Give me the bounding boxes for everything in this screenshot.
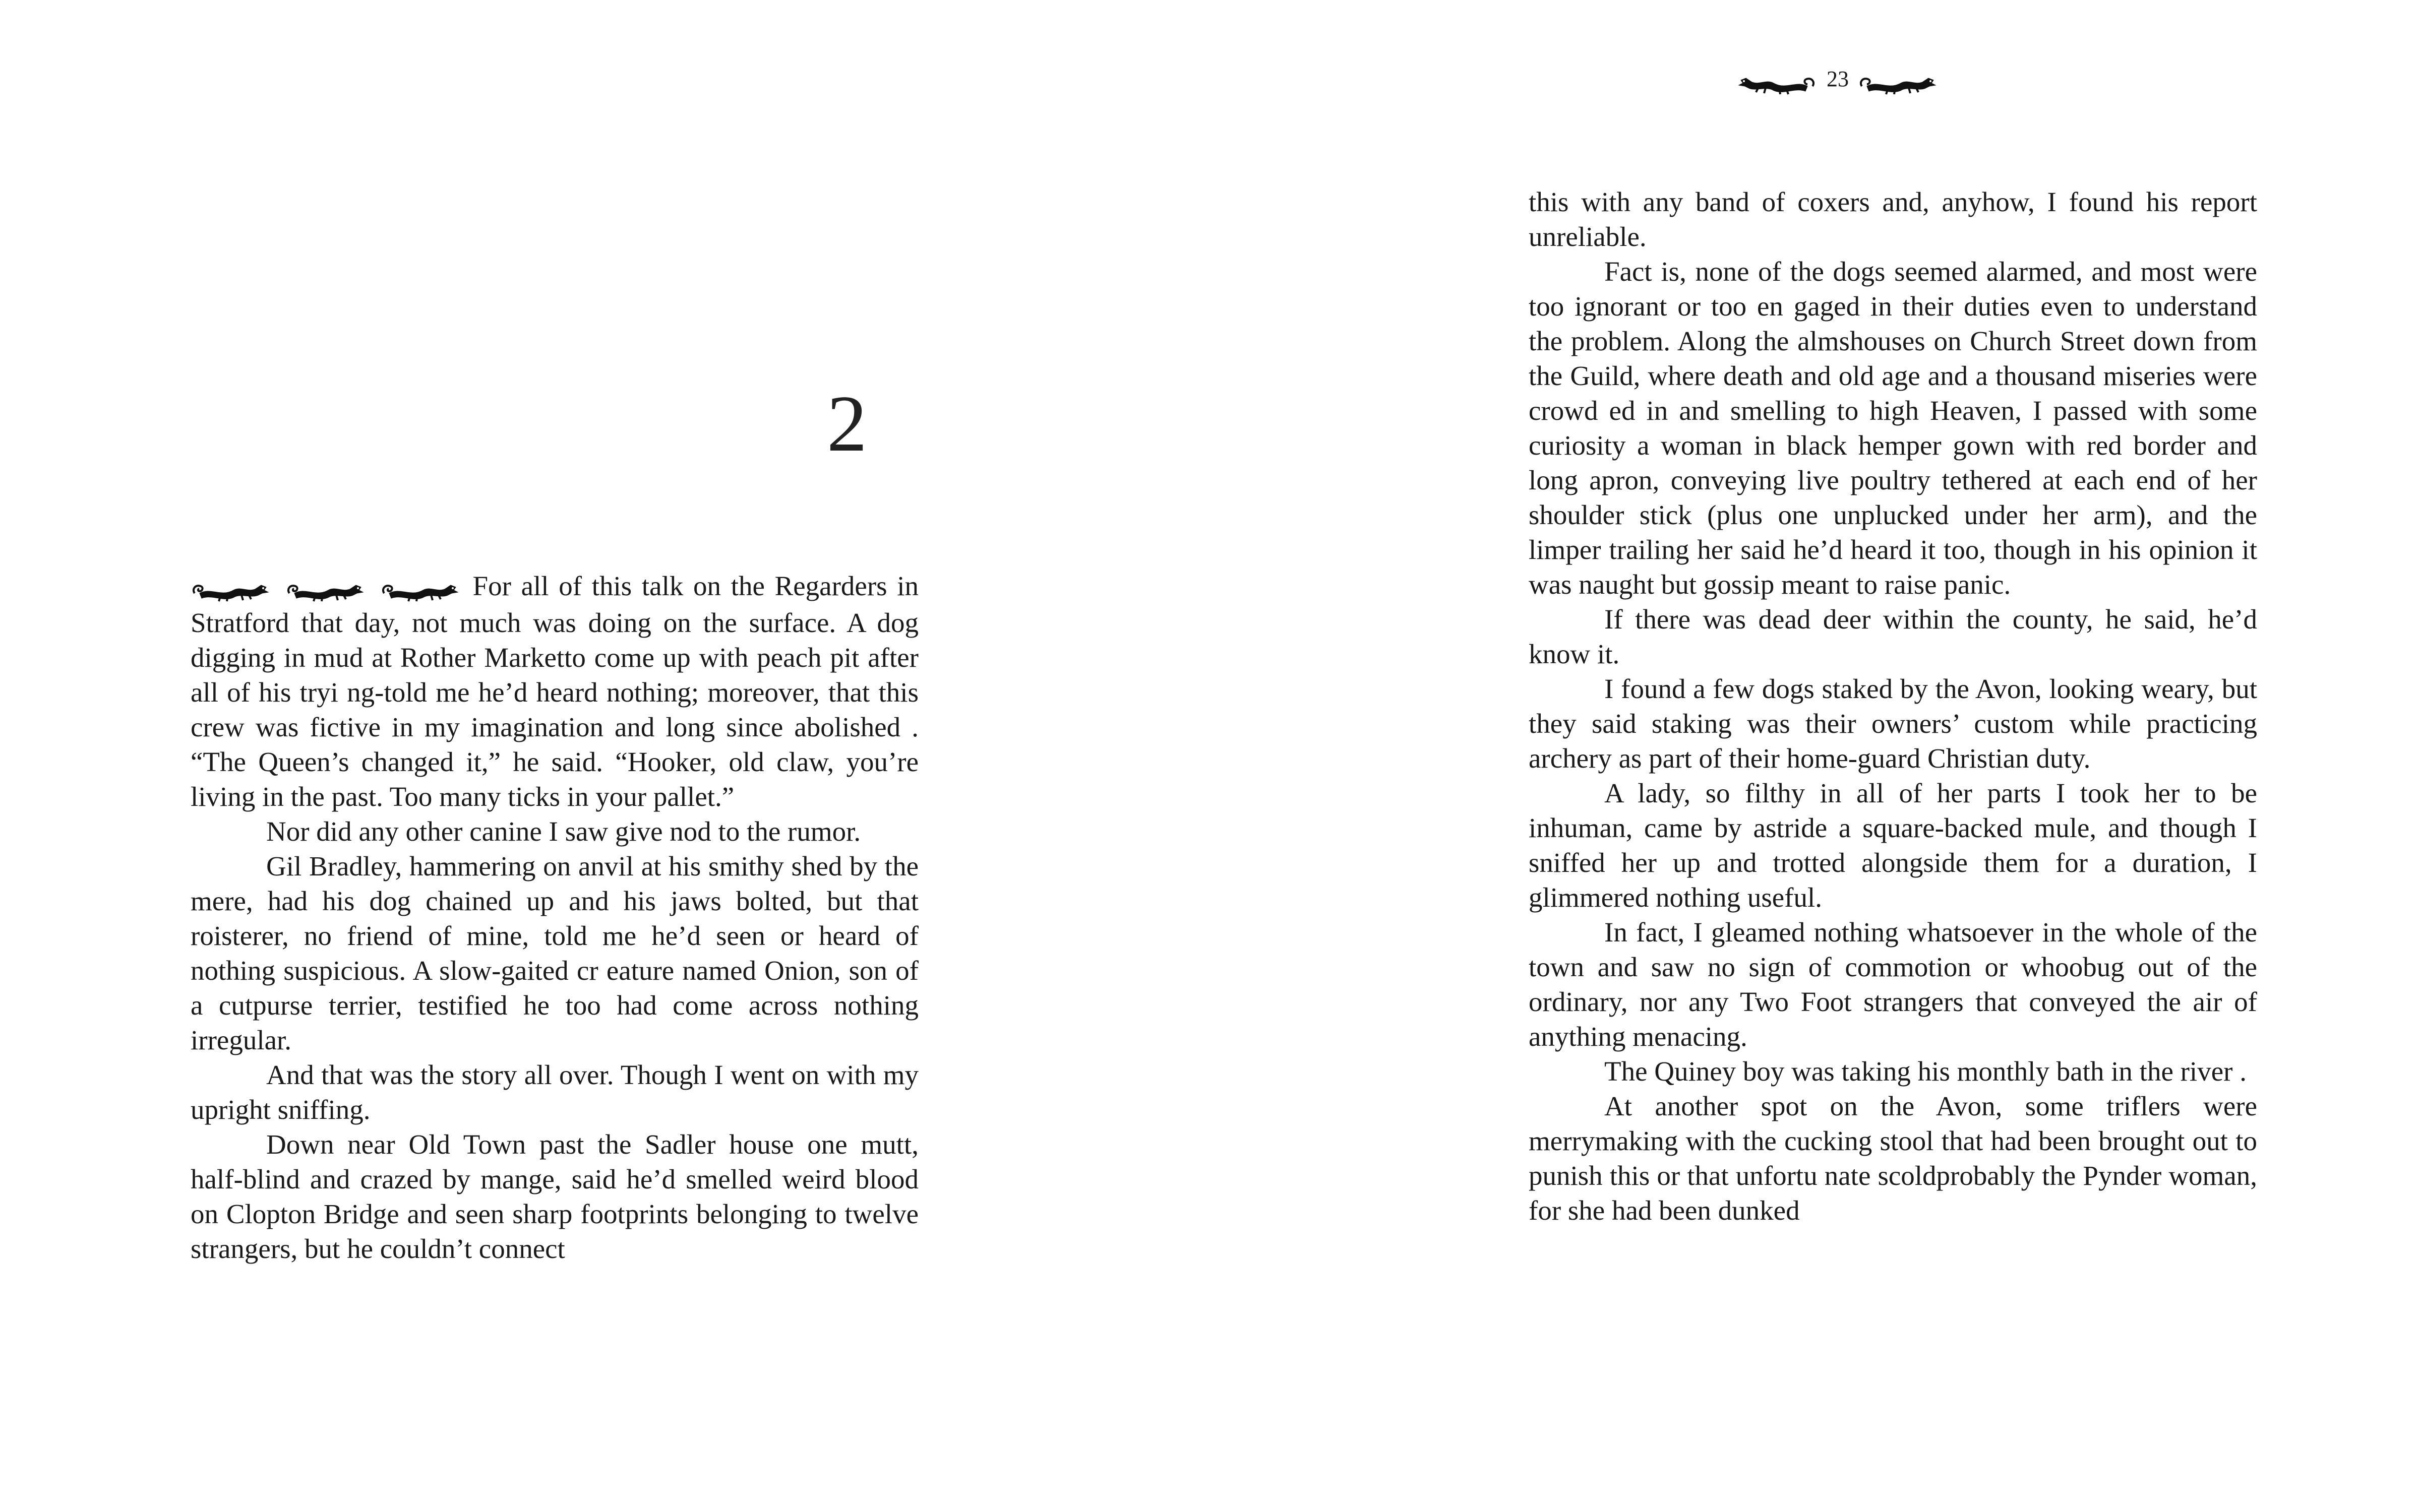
- chapter-number: 2: [827, 379, 867, 468]
- paragraph: this with any band of coxers and, anyhow, I found his report unreliable.: [1529, 186, 2257, 252]
- dragon-ornament-icon: [285, 578, 366, 603]
- opening-paragraph: [191, 569, 919, 814]
- right-page-text: [1529, 184, 2257, 1228]
- paragraph: A lady, so filthy in all of her parts I took her to be inhuman, came by astride a square-backed mule, and though I sniffed her up and trotted alongside them for a duration, I glimmered nothing useful.: [1529, 778, 2257, 913]
- dragon-ornament-icon: [380, 578, 461, 603]
- paragraph: Nor did any other canine I saw give nod to the rumor.: [266, 816, 861, 847]
- paragraph: Gil Bradley, hammering on anvil at his smithy shed by the mere, had his dog chained up and his jaws bolted, but that roisterer, no friend of mine, told me he’d seen or heard of nothing suspicious. A slow-gaited cr eature named Onion, son of a cutpurse terrier, testified he too had come across nothing irregular.: [191, 851, 919, 1055]
- paragraph: And that was the story all over. Though I went on with my upright sniffing.: [191, 1059, 919, 1125]
- paragraph: Fact is, none of the dogs seemed alarmed, and most were too ignorant or too en gaged in their duties even to understand the problem. Along the almshouses on Church Street down from the Guild, where death and old age and a thousand miseries were crowd ed in and smelling to high Heaven, I passed with some curiosity a woman in black hemper gown with red border and long apron, conveying live poultry tethered at each end of her shoulder stick (plus one unplucked under her arm), and the limper trailing her said he’d heard it too, though in his opinion it was naught but gossip meant to raise panic.: [1529, 256, 2257, 600]
- dragon-ornament-icon: [1737, 68, 1818, 98]
- opening-paragraph-text: For all of this talk on the Regarders in Stratford that day, not much was doing on the surface. A dog digging in mud at Rother Marketto come up with peach pit after all of his tryi ng-told me he’d heard nothing; moreover, that this crew was fictive in my imagination and long since abolished . “The Queen’s changed it,” he said. “Hooker, old claw, you’re living in the past. Too many ticks in your pallet.”: [191, 571, 919, 812]
- paragraph: I found a few dogs staked by the Avon, looking weary, but they said staking was their owners’ custom while practicing archery as part of their home-guard Christian duty.: [1529, 673, 2257, 774]
- paragraph: In fact, I gleamed nothing whatsoever in the whole of the town and saw no sign of commotion or whoobug out of the ordinary, nor any Two Foot strangers that conveyed the air of anything menacing.: [1529, 917, 2257, 1052]
- dragon-ornament-icon: [191, 578, 271, 603]
- paragraph: At another spot on the Avon, some triflers were merrymaking with the cucking stool that had been brought out to punish this or that unfortu nate scoldprobably the Pynder woman, for she had been dunked: [1529, 1091, 2257, 1226]
- dragon-ornament-icon: [1858, 68, 1939, 98]
- chapter-opening-ornaments: [191, 571, 468, 605]
- paragraph: Down near Old Town past the Sadler house one mutt, half-blind and crazed by mange, said he’d smelled weird blood on Clopton Bridge and seen sharp footprints belonging to twelve strangers, but he couldn’t connect: [191, 1129, 919, 1264]
- running-head: [1727, 63, 1949, 103]
- paragraph: If there was dead deer within the county, he said, he’d know it.: [1529, 604, 2257, 669]
- right-page: [1210, 0, 2420, 1512]
- page-number: 23: [1827, 67, 1849, 91]
- left-page-text: [191, 569, 919, 1266]
- paragraph: The Quiney boy was taking his monthly bath in the river .: [1604, 1056, 2247, 1087]
